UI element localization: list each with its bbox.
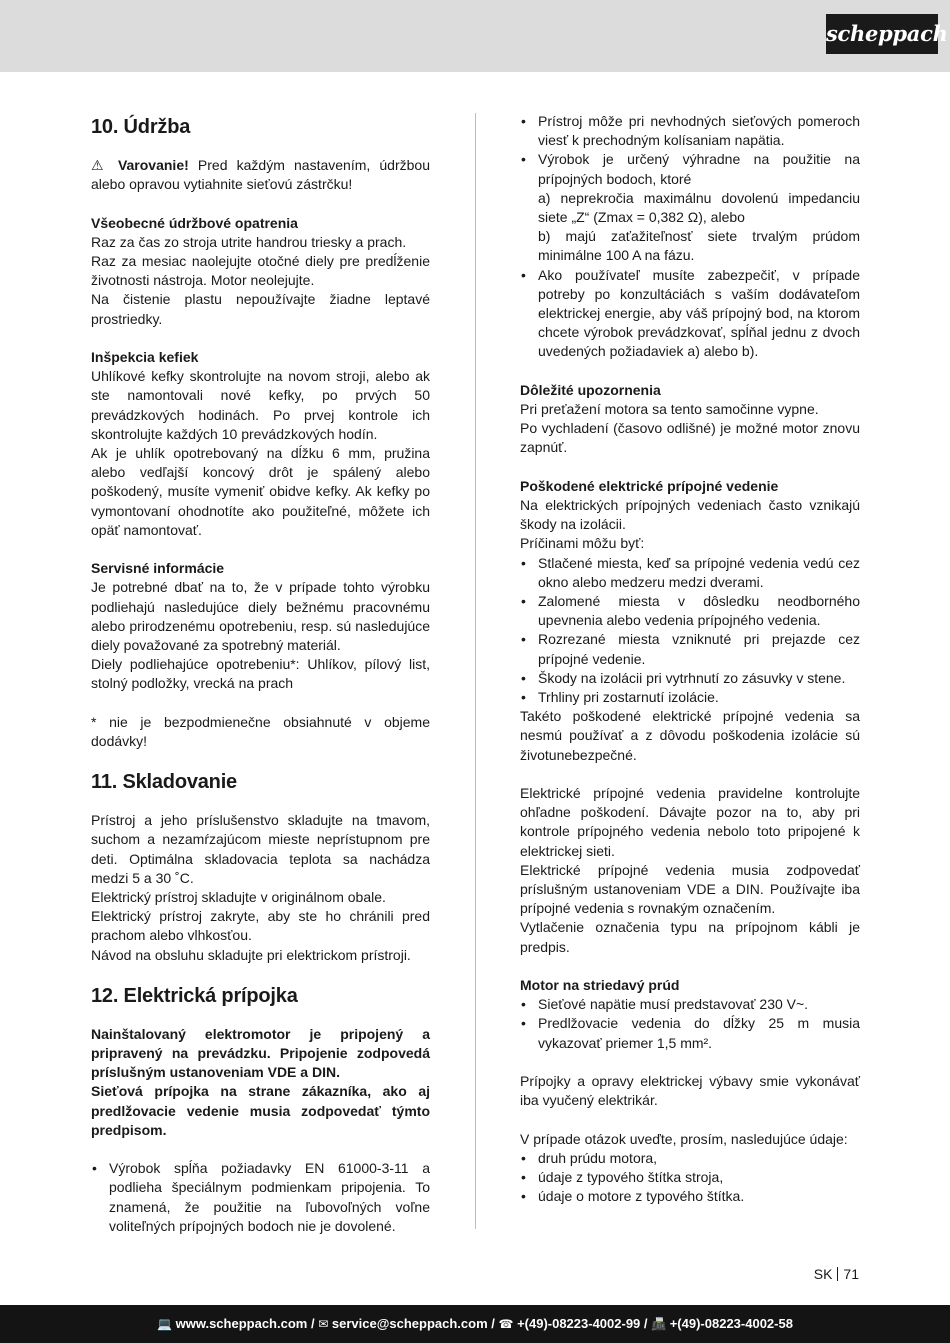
brush-inspection-p2: Ak je uhlík opotrebovaný na dĺžku 6 mm, pružina alebo vedľajší koncový drôt je spálený alebo poškodený, musíte vymeniť obidve kefky. Ak kefky po vymontovaní ohodnotíte ako použiteľné, môžete ich opäť namontovať. [91,445,430,538]
list-item: • Výrobok spĺňa požiadavky EN 61000-3-11 a podlieha špeciálnym podmienkam pripojenia. To znamená, že použitie na ľubovoľných voľne voliteľných prípojných bodoch nie je dovolené. [91,1159,430,1236]
column-divider [475,113,476,1229]
page-language: SK [813,1266,833,1282]
damaged-cable-p2: Príčinami môžu byť: [520,535,645,552]
list-item: • Predlžovacie vedenia do dĺžky 25 m musia vykazovať priemer 1,5 mm². [520,1014,860,1052]
storage-p1: Prístroj a jeho príslušenstvo skladujte na tmavom, suchom a nezamŕzajúcom mieste neprístupnom pre deti. Optimálna skladovacia teplota sa nachádza medzi 5 a 30 ˚C. [91,812,430,886]
ac-motor-bullet-list [520,995,860,1053]
warning-label: Varovanie! [117,157,189,173]
service-info-p2: Diely podliehajúce opotrebeniu*: Uhlíkov, pílový list, stolný podložky, vrecká na prach [91,656,430,692]
damaged-cable-p1: Na elektrických prípojných vedeniach často vznikajú škody na izolácii. [520,497,860,533]
list-item [520,150,860,265]
important-notes-heading: Dôležité upozornenia [520,381,661,398]
warning-paragraph [91,156,430,194]
list-item: • Škody na izolácii pri vytrhnutí zo zásuvky v stene. [520,669,860,688]
electrical-bold-p2: Sieťová prípojka na strane zákazníka, ako aj predlžovacie vedenie musia zodpovedať týmto predpisom. [91,1083,430,1138]
section-title-storage: 11. Skladovanie [91,771,237,794]
list-item: • druh prúdu motora, [520,1149,860,1168]
warning-icon: ⚠ [91,157,109,173]
storage-p4: Návod na obsluhu skladujte pri elektrickom prístroji. [91,946,411,963]
list-item: • údaje z typového štítka stroja, [520,1168,860,1187]
general-maintenance-p3: Na čistenie plastu nepoužívajte žiadne leptavé prostriedky. [91,291,430,327]
general-maintenance-p2: Raz za mesiac naolejujte otočné diely pre predĺženie životnosti nástroja. Motor neolejujte. [91,253,430,289]
list-item: • Trhliny pri zostarnutí izolácie. [520,688,860,707]
questions-bullet-list [520,1149,860,1207]
electrical-bullet-list [91,1159,430,1236]
scheppach-logo: scheppach [826,14,938,54]
list-item-option-b: b) majú zaťažiteľnosť siete trvalým prúdom minimálne 100 A na fázu. [538,228,860,264]
cable-check-p2: Elektrické prípojné vedenia musia zodpovedať príslušným ustanoveniam VDE a DIN. Používajte iba prípojné vedenia s rovnakým označením. [520,861,860,917]
service-info-p1: Je potrebné dbať na to, že v prípade tohto výrobku podliehajú nasledujúce diely bežnému pracovnému alebo prirodzenému opotrebeniu, resp. sú nasledujúce diely považované za spotrebný materiál. [91,579,430,654]
footer-website[interactable]: www.scheppach.com [175,1316,308,1331]
right-column [520,112,860,1206]
list-item: • Prístroj môže pri nevhodných sieťových pomeroch viesť k prechodným kolísaniam napätia. [520,112,860,150]
footer-email[interactable]: service@scheppach.com [331,1316,488,1331]
connection-bullet-list [520,112,860,362]
list-item-text: Výrobok je určený výhradne na použitie na prípojných bodoch, ktoré [538,151,860,187]
electrical-bold-p1: Nainštalovaný elektromotor je pripojený a pripravený na prevádzku. Pripojenie zodpovedá príslušným ustanoveniam VDE a DIN. [91,1025,430,1081]
important-notes-p1: Pri preťažení motora sa tento samočinne vypne. [520,401,819,418]
service-info-heading: Servisné informácie [91,560,225,577]
list-item: • Rozrezané miesta vzniknuté pri prejazde cez prípojné vedenie. [520,630,860,668]
repair-paragraph: Prípojky a opravy elektrickej výbavy smie vykonávať iba vyučený elektrikár. [520,1073,860,1109]
page-number [814,1265,859,1283]
questions-paragraph: V prípade otázok uveďte, prosím, nasledujúce údaje: [520,1130,848,1147]
general-maintenance-p1: Raz za čas zo stroja utrite handrou triesky a prach. [91,233,407,250]
list-item: • Stlačené miesta, keď sa prípojné vedenia vedú cez okno alebo medzeru medzi dverami. [520,554,860,592]
general-maintenance-heading: Všeobecné údržbové opatrenia [91,214,298,231]
list-item: • Zalomené miesta v dôsledku neodborného upevnenia alebo vedenia prípojného vedenia. [520,592,860,630]
brush-inspection-heading: Inšpekcia kefiek [91,349,199,365]
header-band [0,0,950,72]
brush-inspection-p1: Uhlíkové kefky skontrolujte na novom stroji, alebo ak ste namontovali nové kefky, po prvých 50 prevádzkových hodinách. Po prvej kontrole ich skontrolujte každých 10 prevádzkových hodín. [91,368,430,442]
storage-p3: Elektrický prístroj zakryte, aby ste ho chránili pred prachom alebo vlhkosťou. [91,908,430,944]
mail-icon: ✉ [318,1317,329,1331]
ac-motor-heading: Motor na striedavý prúd [520,977,680,994]
footer-phone: +(49)-08223-4002-99 [517,1316,641,1331]
phone-icon: ☎ [498,1317,514,1331]
damaged-cable-bullet-list [520,554,860,708]
section-title-maintenance: 10. Údržba [91,116,191,138]
fax-icon: 📠 [651,1317,667,1331]
list-item: • údaje o motore z typového štítka. [520,1187,860,1206]
damaged-cable-heading: Poškodené elektrické prípojné vedenie [520,477,779,494]
list-item: • Ako používateľ musíte zabezpečiť, v prípade potreby po konzultáciách s vaším dodávateľom elektrickej energie, aby váš prípojný bod, na ktorom chcete výrobok prevádzkovať, spĺňal jednu z dvoch uvedených požiadaviek a) alebo b). [520,266,860,362]
storage-p2: Elektrický prístroj skladujte v originálnom obale. [91,889,386,906]
important-notes-p2: Po vychladení (časovo odlišné) je možné motor znovu zapnúť. [520,420,860,456]
cable-check-p1: Elektrické prípojné vedenia pravidelne kontrolujte ohľadne poškodení. Dávajte pozor na to, aby pri kontrole prípojného vedenia nebolo toto pripojené k elektrickej sieti. [520,785,860,859]
list-item: • Sieťové napätie musí predstavovať 230 V~. [520,995,860,1014]
computer-icon: 💻 [157,1317,172,1331]
page-number-value: 71 [843,1266,859,1282]
footer-contact-bar: 💻 www.scheppach.com / ✉ service@scheppach.com / ☎ +(49)-08223-4002-99 / 📠 +(49)-08223-4002-58 [0,1305,950,1343]
warning-text: Pred každým nastavením, údržbou alebo opravou vytiahnite sieťovú zástrčku! [91,157,430,193]
damaged-cable-p3: Takéto poškodené elektrické prípojné vedenia sa nesmú používať a z dôvodu poškodenia izolácie sú životunebezpečné. [520,708,860,763]
footer-fax: +(49)-08223-4002-58 [669,1316,793,1331]
cable-check-p3: Vytlačenie označenia typu na prípojnom kábli je predpis. [520,919,860,955]
section-title-electrical: 12. Elektrická prípojka [91,984,298,1007]
list-item-option-a: a) neprekročia maximálnu dovolenú impedanciu siete „Z“ (Zmax = 0,382 Ω), alebo [538,189,860,226]
service-info-note: * nie je bezpodmienečne obsiahnuté v objeme dodávky! [91,713,430,750]
left-column [91,112,430,1236]
